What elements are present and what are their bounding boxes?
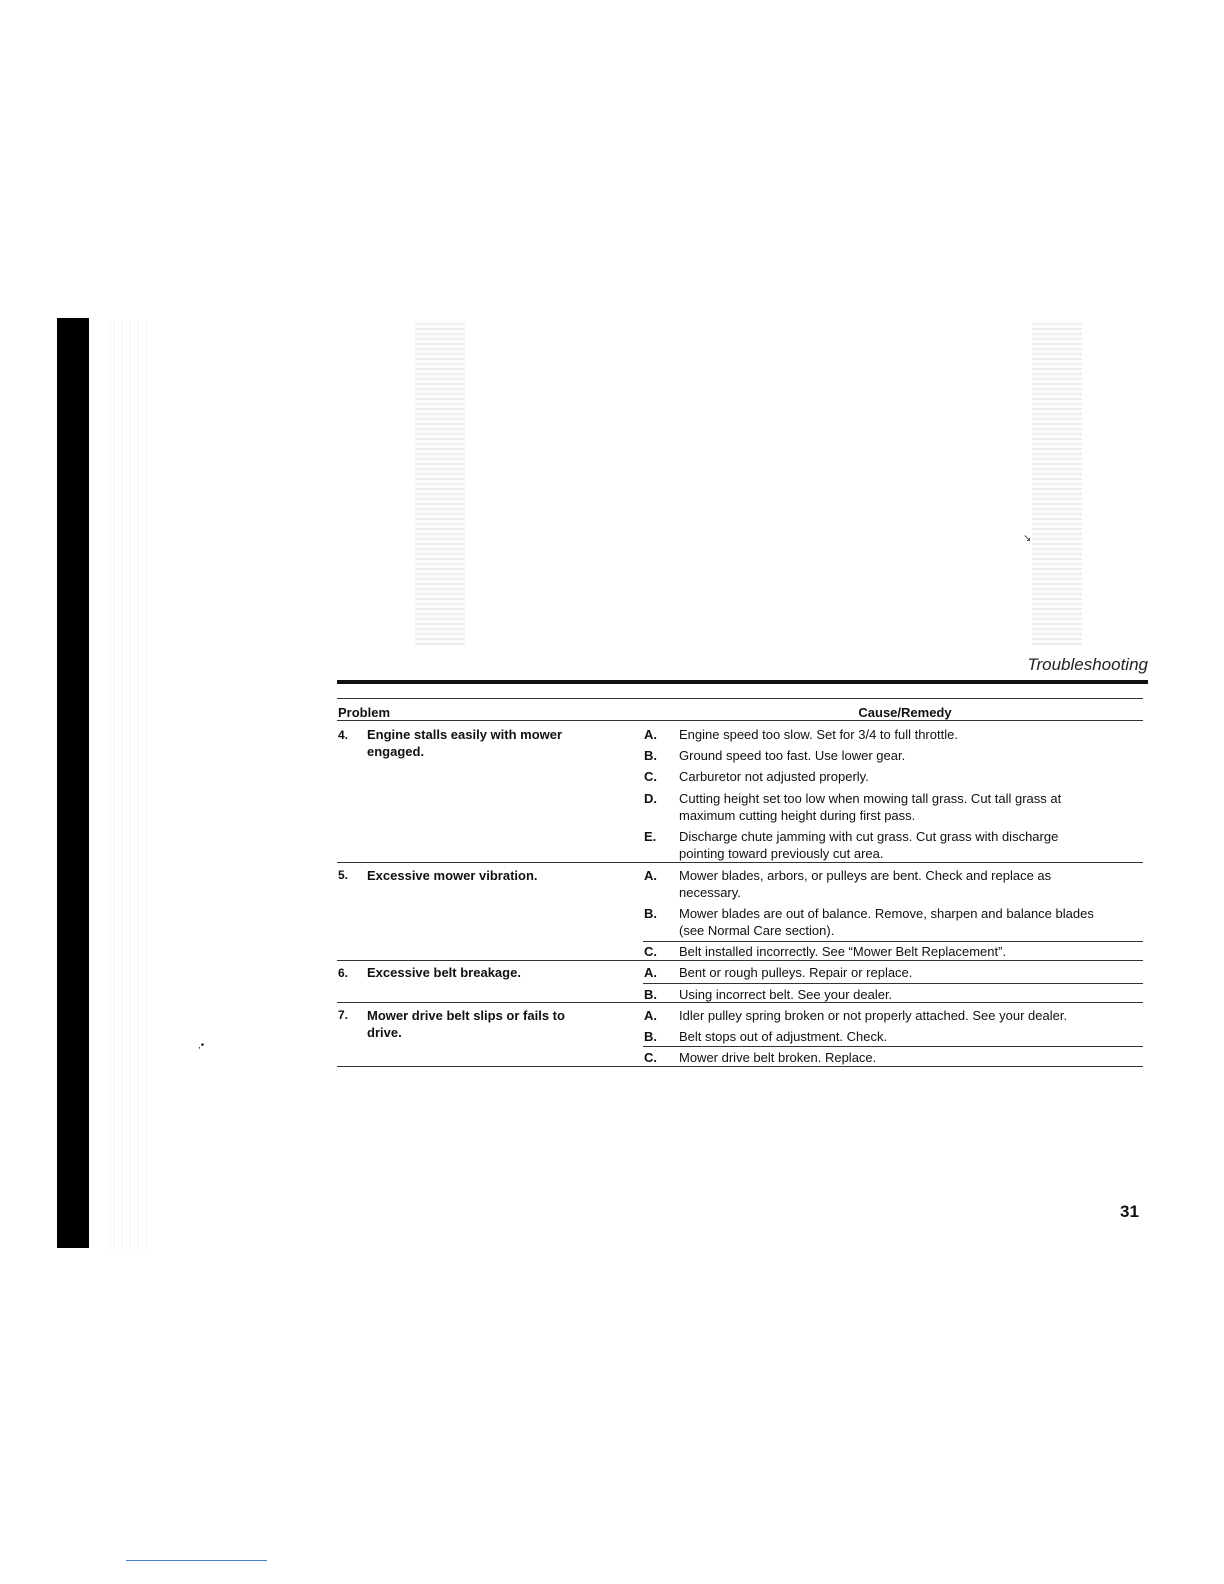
problem-number: 4. (338, 728, 349, 742)
cause-text: Bent or rough pulleys. Repair or replace. (679, 965, 913, 980)
cause-letter: A. (644, 965, 657, 980)
problem-text: Excessive belt breakage. (367, 965, 521, 980)
cause-text: Mower blades are out of balance. Remove, sharpen and balance blades (see Normal Care section). (679, 906, 1094, 938)
scan-noise-right (1032, 320, 1082, 645)
scan-edge-bar (57, 318, 89, 1248)
problem-text: Mower drive belt slips or fails to drive. (367, 1008, 565, 1040)
table-top-rule (337, 698, 1143, 699)
table-bottom-rule (337, 1066, 1143, 1067)
cause-letter: E. (644, 829, 657, 844)
cause-letter: B. (644, 748, 657, 763)
header-rule (337, 680, 1148, 684)
row-divider (337, 960, 1143, 961)
cause-text: Ground speed too fast. Use lower gear. (679, 748, 906, 763)
row-divider (337, 862, 1143, 863)
cause-letter: C. (644, 1050, 657, 1065)
scan-noise-left (110, 320, 150, 1250)
problem-number: 5. (338, 868, 349, 882)
cause-text: Discharge chute jamming with cut grass. Cut grass with discharge pointing toward previously cut area. (679, 829, 1059, 861)
cause-letter: B. (644, 906, 657, 921)
cause-text: Idler pulley spring broken or not properly attached. See your dealer. (679, 1008, 1068, 1023)
cause-text: Cutting height set too low when mowing tall grass. Cut tall grass at maximum cutting height during first pass. (679, 791, 1062, 823)
problem-text: Engine stalls easily with mower engaged. (367, 727, 563, 759)
cause-letter: D. (644, 791, 657, 806)
cause-letter: A. (644, 868, 657, 883)
cause-text: Belt installed incorrectly. See “Mower Belt Replacement”. (679, 944, 1007, 959)
table-header-rule (337, 720, 1143, 721)
row-divider (337, 1002, 1143, 1003)
problem-number: 6. (338, 966, 349, 980)
cause-text: Carburetor not adjusted properly. (679, 769, 869, 784)
scan-speck: ,• (198, 1040, 205, 1051)
column-header-problem: Problem (338, 705, 391, 720)
cause-letter: B. (644, 987, 657, 1002)
cause-text: Using incorrect belt. See your dealer. (679, 987, 893, 1002)
cause-letter: C. (644, 769, 657, 784)
cause-divider (643, 1046, 1143, 1047)
cause-text: Engine speed too slow. Set for 3/4 to full throttle. (679, 727, 958, 742)
cause-letter: B. (644, 1029, 657, 1044)
column-header-cause-remedy: Cause/Remedy (858, 705, 952, 720)
cause-divider (643, 941, 1143, 942)
cause-letter: A. (644, 1008, 657, 1023)
scan-speck: ↘ (1023, 533, 1032, 544)
cause-divider (643, 983, 1143, 984)
section-title: Troubleshooting (1027, 655, 1148, 674)
cause-text: Belt stops out of adjustment. Check. (679, 1029, 888, 1044)
cause-letter: A. (644, 727, 657, 742)
problem-text: Excessive mower vibration. (367, 868, 538, 883)
cause-text: Mower drive belt broken. Replace. (679, 1050, 877, 1065)
page-number: 31 (1120, 1202, 1139, 1221)
cause-letter: C. (644, 944, 657, 959)
footer-line (126, 1560, 267, 1561)
problem-number: 7. (338, 1008, 349, 1022)
cause-text: Mower blades, arbors, or pulleys are bent. Check and replace as necessary. (679, 868, 1052, 900)
scan-noise-middle (415, 320, 465, 645)
